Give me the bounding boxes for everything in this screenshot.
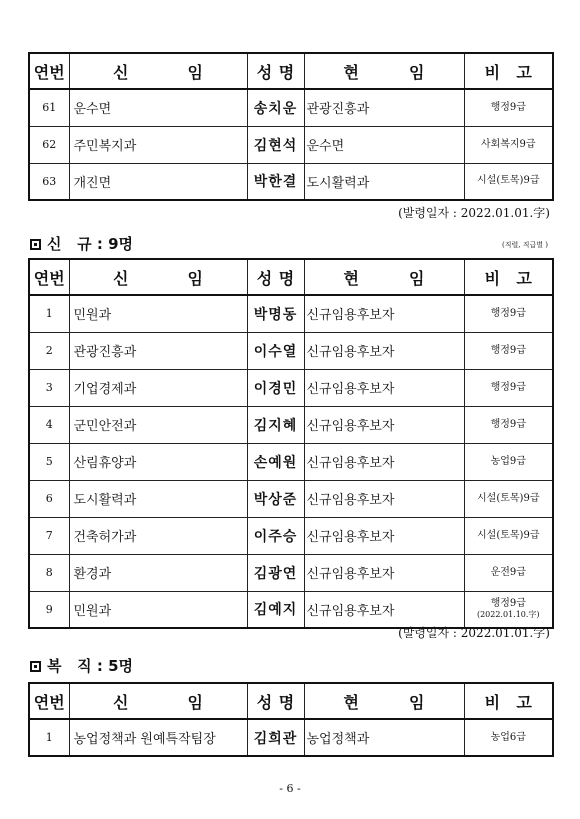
header-new-post: 신 임 (69, 683, 247, 719)
table-row (29, 126, 553, 163)
row-new-post: 민원과 (69, 295, 247, 332)
row-new-post: 주민복지과 (69, 126, 247, 163)
row-remark: 사회복지9급 (464, 126, 553, 163)
row-remark: 시설(토목)9급 (464, 517, 553, 554)
row-current: 신규임용후보자 (304, 406, 464, 443)
header-remark: 비 고 (464, 53, 553, 89)
page-number: - 6 - (279, 782, 301, 795)
row-no: 2 (29, 332, 69, 369)
header-current: 현 임 (304, 683, 464, 719)
row-current: 신규임용후보자 (304, 554, 464, 591)
section-title-reinstatement: 복 직 : 5명 (30, 655, 133, 676)
row-name: 이경민 (247, 369, 304, 406)
row-new-post: 농업정책과 원예특작팀장 (69, 719, 247, 756)
row-name: 이수열 (247, 332, 304, 369)
table-header-row (29, 683, 553, 719)
row-no: 6 (29, 480, 69, 517)
row-current: 신규임용후보자 (304, 295, 464, 332)
remark-main: 행정9급 (490, 598, 526, 610)
row-no: 1 (29, 295, 69, 332)
header-current: 현 임 (304, 53, 464, 89)
row-new-post: 기업경제과 (69, 369, 247, 406)
row-current: 농업정책과 (304, 719, 464, 756)
row-name: 이주승 (247, 517, 304, 554)
table-row (29, 719, 553, 756)
row-name: 박한결 (247, 163, 304, 200)
table-row (29, 295, 553, 332)
header-no: 연번 (29, 53, 69, 89)
issue-date-1: (발령일자 : 2022.01.01.字) (398, 206, 550, 220)
table-row (29, 369, 553, 406)
row-remark: 행정9급 (464, 332, 553, 369)
row-current: 관광진흥과 (304, 89, 464, 126)
row-remark (464, 591, 553, 628)
row-name: 손예원 (247, 443, 304, 480)
row-current: 신규임용후보자 (304, 443, 464, 480)
table-row (29, 163, 553, 200)
row-no: 61 (29, 89, 69, 126)
header-name: 성 명 (247, 683, 304, 719)
row-name: 김희관 (247, 719, 304, 756)
row-new-post: 민원과 (69, 591, 247, 628)
header-new-post: 신 임 (69, 53, 247, 89)
table-row (29, 89, 553, 126)
row-remark: 농업9급 (464, 443, 553, 480)
row-current: 신규임용후보자 (304, 517, 464, 554)
row-new-post: 개진면 (69, 163, 247, 200)
table-row (29, 443, 553, 480)
row-current: 신규임용후보자 (304, 591, 464, 628)
row-remark: 농업6급 (464, 719, 553, 756)
table-row (29, 591, 553, 628)
row-name: 송치운 (247, 89, 304, 126)
row-no: 8 (29, 554, 69, 591)
row-name: 박상준 (247, 480, 304, 517)
row-new-post: 산림휴양과 (69, 443, 247, 480)
row-remark: 행정9급 (464, 295, 553, 332)
header-no: 연번 (29, 259, 69, 295)
appointment-table-2 (28, 258, 554, 629)
table-row (29, 406, 553, 443)
header-no: 연번 (29, 683, 69, 719)
table-row (29, 332, 553, 369)
row-remark: 행정9급 (464, 89, 553, 126)
table-header-row (29, 53, 553, 89)
header-remark: 비 고 (464, 259, 553, 295)
row-new-post: 환경과 (69, 554, 247, 591)
header-current: 현 임 (304, 259, 464, 295)
row-current: 도시활력과 (304, 163, 464, 200)
appointment-table-3 (28, 682, 554, 757)
header-remark: 비 고 (464, 683, 553, 719)
row-no: 7 (29, 517, 69, 554)
row-remark: 시설(토목)9급 (464, 163, 553, 200)
square-bullet-icon (30, 239, 41, 250)
table-row (29, 480, 553, 517)
row-new-post: 군민안전과 (69, 406, 247, 443)
row-no: 1 (29, 719, 69, 756)
row-remark: 행정9급 (464, 369, 553, 406)
table-header-row (29, 259, 553, 295)
row-current: 신규임용후보자 (304, 332, 464, 369)
section-title-new-hires: 신 규 : 9명 (30, 233, 133, 254)
section-note: (직렬, 직급별 ) (502, 241, 548, 249)
row-new-post: 운수면 (69, 89, 247, 126)
header-name: 성 명 (247, 53, 304, 89)
row-name: 김예지 (247, 591, 304, 628)
row-no: 3 (29, 369, 69, 406)
row-no: 5 (29, 443, 69, 480)
table-row (29, 554, 553, 591)
row-no: 9 (29, 591, 69, 628)
row-current: 신규임용후보자 (304, 480, 464, 517)
row-current: 신규임용후보자 (304, 369, 464, 406)
row-new-post: 건축허가과 (69, 517, 247, 554)
row-new-post: 도시활력과 (69, 480, 247, 517)
row-no: 63 (29, 163, 69, 200)
row-name: 김지혜 (247, 406, 304, 443)
row-name: 박명동 (247, 295, 304, 332)
issue-date-2: (발령일자 : 2022.01.01.字) (398, 626, 550, 640)
header-new-post: 신 임 (69, 259, 247, 295)
row-remark: 운전9급 (464, 554, 553, 591)
row-remark: 시설(토목)9급 (464, 480, 553, 517)
row-no: 4 (29, 406, 69, 443)
row-current: 운수면 (304, 126, 464, 163)
appointment-table-1 (28, 52, 554, 201)
row-name: 김광연 (247, 554, 304, 591)
remark-effective-date: (2022.01.10.字) (476, 610, 540, 620)
header-name: 성 명 (247, 259, 304, 295)
row-remark: 행정9급 (464, 406, 553, 443)
row-new-post: 관광진흥과 (69, 332, 247, 369)
square-bullet-icon (30, 661, 41, 672)
table-row (29, 517, 553, 554)
row-name: 김현석 (247, 126, 304, 163)
row-no: 62 (29, 126, 69, 163)
